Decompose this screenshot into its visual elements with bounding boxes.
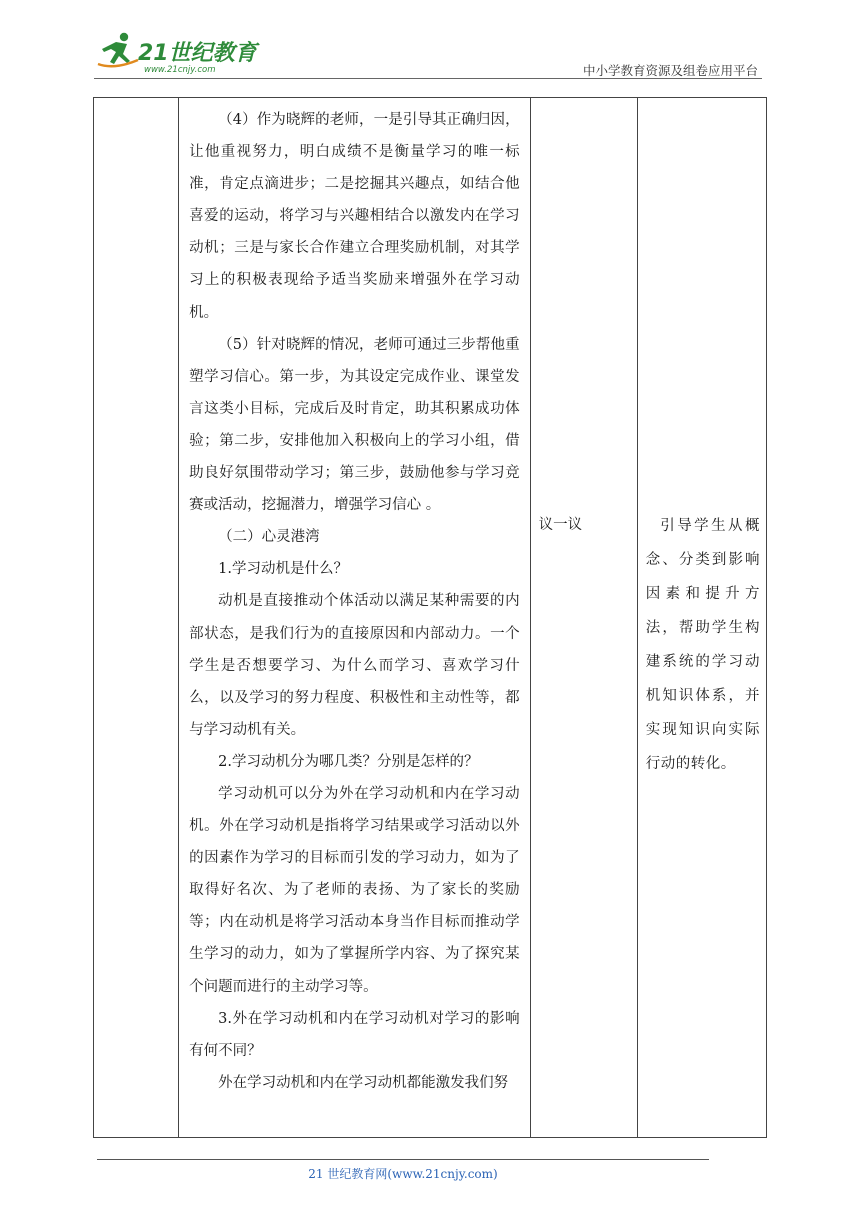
stage-cell bbox=[94, 98, 179, 1138]
paragraph-4: （4）作为晓辉的老师，一是引导其正确归因，让他重视努力，明白成绩不是衡量学习的唯一标准，肯定点滴进步；二是挖掘其兴趣点，如结合他喜爱的运动，将学习与兴趣相结合以激发内在学习动机；三是与家长合作建立合理奖励机制，对其学习上的积极表现给予适当奖励来增强外在学习动机。 bbox=[189, 112, 520, 321]
intent-cell bbox=[637, 98, 766, 1138]
svg-text:www.21cnjy.com: www.21cnjy.com bbox=[144, 65, 216, 75]
lesson-plan-table bbox=[93, 97, 767, 1138]
page-header bbox=[94, 28, 762, 80]
activity-label: 议一议 bbox=[538, 517, 583, 533]
design-intent: 引导学生从概念、分类到影响因素和提升方法，帮助学生构建系统的学习动机知识体系，并实现知识向实际行动的转化。 bbox=[645, 518, 760, 772]
activity-cell bbox=[530, 98, 637, 1138]
platform-name: 中小学教育资源及组卷应用平台 bbox=[582, 63, 758, 78]
question-2: 2.学习动机分为哪几类？分别是怎样的？ bbox=[218, 753, 479, 770]
footer-text: 21 世纪教育网(www.21cnjy.com) bbox=[308, 1167, 498, 1181]
table-row bbox=[94, 98, 767, 1138]
section-heading: （二）心灵港湾 bbox=[218, 529, 320, 546]
site-logo bbox=[94, 30, 264, 76]
question-1: 1.学习动机是什么？ bbox=[218, 561, 348, 578]
header-divider bbox=[94, 78, 762, 79]
answer-2: 学习动机可以分为外在学习动机和内在学习动机。外在学习动机是指将学习结果或学习活动以外的因素作为学习的目标而引发的学习动力，如为了取得好名次、为了老师的表扬、为了家长的奖励等；内在动机是将学习活动本身当作目标而推动学生学习的动力，如为了掌握所学内容、为了探究某个问题而进行的主动学习等。 bbox=[189, 785, 520, 995]
question-3: 3.外在学习动机和内在学习动机对学习的影响有何不同？ bbox=[189, 1010, 520, 1059]
footer-divider bbox=[97, 1159, 709, 1160]
svg-text:21世纪教育: 21世纪教育 bbox=[138, 41, 257, 66]
answer-1: 动机是直接推动个体活动以满足某种需要的内部状态，是我们行为的直接原因和内部动力。一个学生是否想要学习、为什么而学习、喜欢学习什么，以及学习的努力程度、积极性和主动性等，都与学习动机有关。 bbox=[189, 593, 520, 738]
answer-3: 外在学习动机和内在学习动机都能激发我们努 bbox=[218, 1074, 509, 1091]
content-cell bbox=[179, 98, 531, 1138]
paragraph-5: （5）针对晓辉的情况，老师可通过三步帮他重塑学习信心。第一步，为其设定完成作业、课堂发言这类小目标，完成后及时肯定，助其积累成功体验；第二步，安排他加入积极向上的学习小组，借助良好氛围带动学习；第三步，鼓励他参与学习竞赛或活动，挖掘潜力，增强学习信心 。 bbox=[189, 336, 520, 514]
